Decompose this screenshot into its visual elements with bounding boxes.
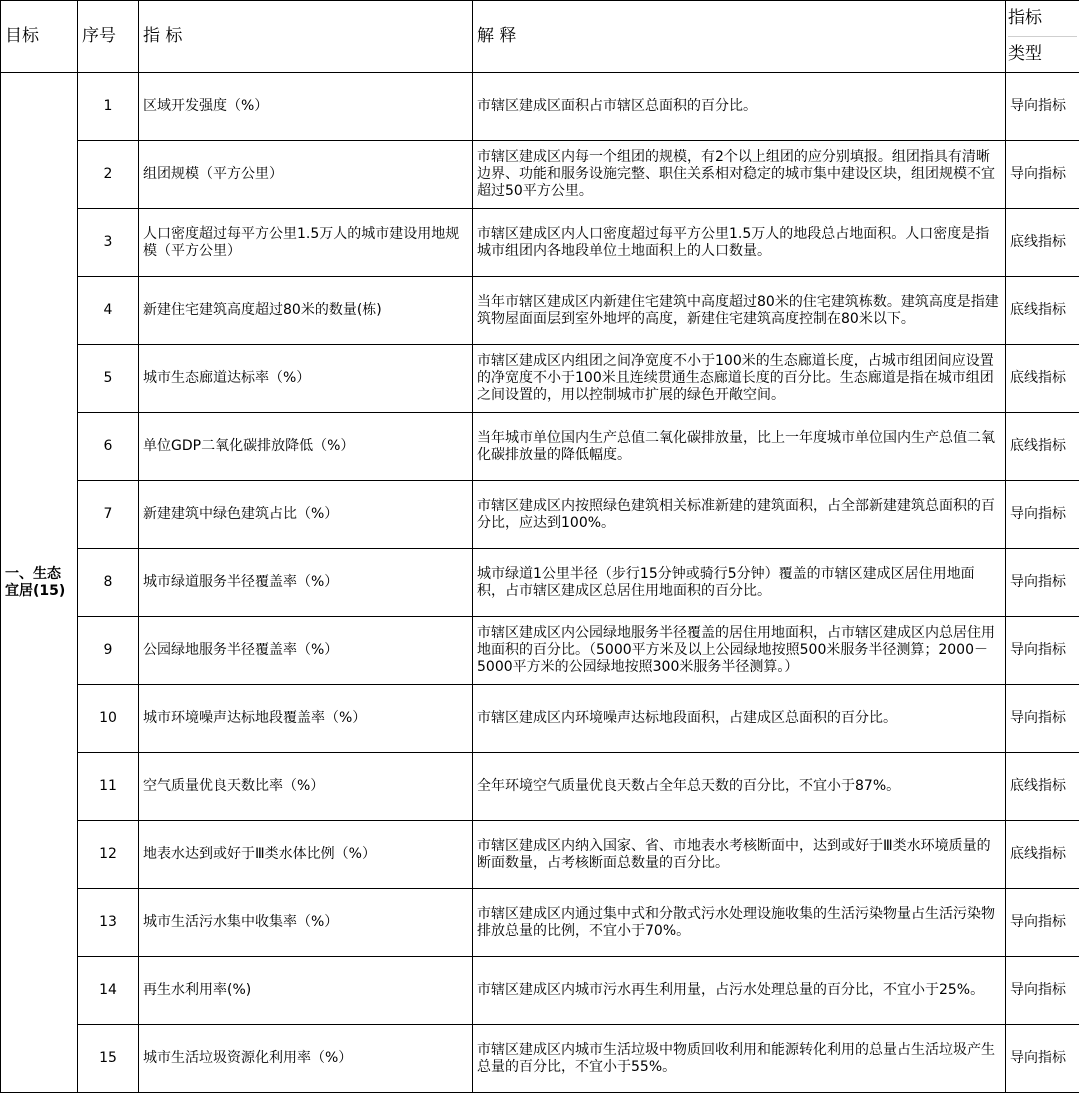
row-number: 5 (78, 345, 139, 413)
indicator-explanation: 市辖区建成区内通过集中式和分散式污水处理设施收集的生活污染物量占生活污染物排放总量的比例，不宜小于70%。 (473, 889, 1006, 957)
indicator-name: 人口密度超过每平方公里1.5万人的城市建设用地规模（平方公里） (139, 209, 473, 277)
indicator-name: 公园绿地服务半径覆盖率（%） (139, 617, 473, 685)
indicator-name: 空气质量优良天数比率（%） (139, 753, 473, 821)
row-number: 1 (78, 73, 139, 141)
table-row (1, 617, 1079, 685)
indicator-name: 组团规模（平方公里） (139, 141, 473, 209)
indicator-explanation: 市辖区建成区内公园绿地服务半径覆盖的居住用地面积，占市辖区建成区内总居住用地面积的百分比。（5000平方米及以上公园绿地按照500米服务半径测算；2000－5000平方米的公园绿地按照300米服务半径测算。） (473, 617, 1006, 685)
indicator-explanation: 市辖区建成区内城市生活垃圾中物质回收利用和能源转化利用的总量占生活垃圾产生总量的百分比，不宜小于55%。 (473, 1025, 1006, 1093)
goal-group-cell: 一、生态宜居(15) (1, 73, 78, 1093)
indicator-explanation: 市辖区建成区内环境噪声达标地段面积，占建成区总面积的百分比。 (473, 685, 1006, 753)
indicator-explanation: 当年城市单位国内生产总值二氧化碳排放量，比上一年度城市单位国内生产总值二氧化碳排放量的降低幅度。 (473, 413, 1006, 481)
indicator-type: 底线指标 (1006, 209, 1079, 277)
indicator-type: 底线指标 (1006, 753, 1079, 821)
table-row (1, 957, 1079, 1025)
header-type (1006, 1, 1079, 73)
indicator-explanation: 市辖区建成区内纳入国家、省、市地表水考核断面中，达到或好于Ⅲ类水环境质量的断面数量，占考核断面总数量的百分比。 (473, 821, 1006, 889)
header-type-line2: 类型 (1008, 36, 1077, 72)
row-number: 3 (78, 209, 139, 277)
indicator-name: 区域开发强度（%） (139, 73, 473, 141)
table-row (1, 889, 1079, 957)
indicator-type: 导向指标 (1006, 617, 1079, 685)
indicator-name: 城市环境噪声达标地段覆盖率（%） (139, 685, 473, 753)
indicator-name: 新建住宅建筑高度超过80米的数量(栋) (139, 277, 473, 345)
indicator-name: 新建建筑中绿色建筑占比（%） (139, 481, 473, 549)
indicator-explanation: 城市绿道1公里半径（步行15分钟或骑行5分钟）覆盖的市辖区建成区居住用地面积，占市辖区建成区总居住用地面积的百分比。 (473, 549, 1006, 617)
indicator-name: 再生水利用率(%) (139, 957, 473, 1025)
table-row (1, 549, 1079, 617)
table-header-row (1, 1, 1079, 73)
table-row (1, 753, 1079, 821)
indicator-explanation: 市辖区建成区面积占市辖区总面积的百分比。 (473, 73, 1006, 141)
indicator-type: 导向指标 (1006, 73, 1079, 141)
row-number: 13 (78, 889, 139, 957)
indicator-name: 城市生态廊道达标率（%） (139, 345, 473, 413)
indicator-type: 导向指标 (1006, 1025, 1079, 1093)
row-number: 15 (78, 1025, 139, 1093)
row-number: 2 (78, 141, 139, 209)
indicator-name: 城市绿道服务半径覆盖率（%） (139, 549, 473, 617)
table-row (1, 413, 1079, 481)
indicator-type: 导向指标 (1006, 549, 1079, 617)
table-row (1, 685, 1079, 753)
header-type-line1: 指标 (1008, 8, 1042, 28)
table-row (1, 209, 1079, 277)
header-goal: 目标 (1, 1, 78, 73)
indicator-type: 导向指标 (1006, 889, 1079, 957)
indicator-explanation: 当年市辖区建成区内新建住宅建筑中高度超过80米的住宅建筑栋数。建筑高度是指建筑物屋面面层到室外地坪的高度，新建住宅建筑高度控制在80米以下。 (473, 277, 1006, 345)
indicator-name: 城市生活垃圾资源化利用率（%） (139, 1025, 473, 1093)
indicator-type: 导向指标 (1006, 685, 1079, 753)
table-row (1, 821, 1079, 889)
indicator-type: 导向指标 (1006, 481, 1079, 549)
indicator-explanation: 全年环境空气质量优良天数占全年总天数的百分比，不宜小于87%。 (473, 753, 1006, 821)
row-number: 14 (78, 957, 139, 1025)
indicator-name: 单位GDP二氧化碳排放降低（%） (139, 413, 473, 481)
row-number: 10 (78, 685, 139, 753)
indicator-explanation: 市辖区建成区内每一个组团的规模，有2个以上组团的应分别填报。组团指具有清晰边界、功能和服务设施完整、职住关系相对稳定的城市集中建设区块，组团规模不宜超过50平方公里。 (473, 141, 1006, 209)
indicator-type: 底线指标 (1006, 821, 1079, 889)
header-indicator: 指 标 (139, 1, 473, 73)
indicator-type: 底线指标 (1006, 413, 1079, 481)
row-number: 6 (78, 413, 139, 481)
row-number: 8 (78, 549, 139, 617)
table-row (1, 277, 1079, 345)
row-number: 7 (78, 481, 139, 549)
header-no: 序号 (78, 1, 139, 73)
table-row (1, 1025, 1079, 1093)
header-explanation: 解 释 (473, 1, 1006, 73)
indicator-type: 导向指标 (1006, 957, 1079, 1025)
indicator-type: 底线指标 (1006, 277, 1079, 345)
indicator-explanation: 市辖区建成区内按照绿色建筑相关标准新建的建筑面积，占全部新建建筑总面积的百分比，应达到100%。 (473, 481, 1006, 549)
indicator-explanation: 市辖区建成区内人口密度超过每平方公里1.5万人的地段总占地面积。人口密度是指城市组团内各地段单位土地面积上的人口数量。 (473, 209, 1006, 277)
table-row (1, 345, 1079, 413)
indicator-type: 底线指标 (1006, 345, 1079, 413)
indicator-name: 城市生活污水集中收集率（%） (139, 889, 473, 957)
table-row (1, 141, 1079, 209)
row-number: 12 (78, 821, 139, 889)
indicator-type: 导向指标 (1006, 141, 1079, 209)
indicator-explanation: 市辖区建成区内城市污水再生利用量，占污水处理总量的百分比，不宜小于25%。 (473, 957, 1006, 1025)
indicator-explanation: 市辖区建成区内组团之间净宽度不小于100米的生态廊道长度，占城市组团间应设置的净宽度不小于100米且连续贯通生态廊道长度的百分比。生态廊道是指在城市组团之间设置的，用以控制城市扩展的绿色开敞空间。 (473, 345, 1006, 413)
table-row (1, 73, 1079, 141)
row-number: 11 (78, 753, 139, 821)
table-row (1, 481, 1079, 549)
row-number: 4 (78, 277, 139, 345)
row-number: 9 (78, 617, 139, 685)
indicator-name: 地表水达到或好于Ⅲ类水体比例（%） (139, 821, 473, 889)
